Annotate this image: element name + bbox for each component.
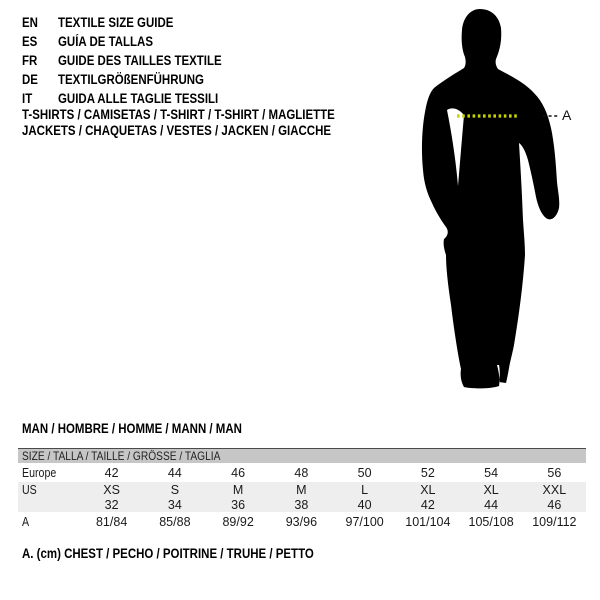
size-value-cell: 85/88 [159, 514, 191, 529]
size-value-cell: 54 [484, 465, 499, 480]
size-table-row [18, 497, 586, 512]
footnote [22, 546, 365, 561]
size-row-label: A [22, 514, 30, 529]
size-value-cell: 81/84 [95, 514, 128, 529]
size-row-label: US [22, 482, 37, 497]
size-value-cell: XS [103, 482, 120, 497]
language-row [22, 51, 251, 70]
footnote-text: A. (cm) CHEST / PECHO / POITRINE / TRUHE / PETTO [22, 546, 314, 561]
language-code: FR [22, 53, 38, 68]
size-value-cell: 97/100 [345, 514, 384, 529]
size-row-label: Europe [22, 465, 57, 480]
size-table-header [18, 449, 586, 463]
size-value-cell: 44 [167, 465, 182, 480]
size-value-cell: 32 [104, 497, 119, 512]
size-table-row [18, 463, 586, 482]
size-value-cell: M [296, 482, 307, 497]
size-value-cell: S [170, 482, 180, 497]
size-value-cell: 40 [357, 497, 372, 512]
garment-type-line: JACKETS / CHAQUETAS / VESTES / JACKEN / GIACCHE [22, 122, 332, 138]
size-value-cell: 38 [294, 497, 309, 512]
size-value-cell: XXL [542, 482, 567, 497]
language-title: TEXTILGRÖßENFÜHRUNG [58, 72, 204, 87]
size-value-cell: 105/108 [468, 514, 514, 529]
size-value-cell: L [361, 482, 369, 497]
size-value-cell: 101/104 [405, 514, 451, 529]
section-title-text: MAN / HOMBRE / HOMME / MANN / MAN [22, 421, 242, 436]
language-code: IT [22, 91, 33, 106]
size-value-cell: 93/96 [285, 514, 318, 529]
size-value-cell: 50 [357, 465, 372, 480]
language-list [22, 13, 251, 108]
man-silhouette-shape [422, 9, 559, 388]
size-value-cell: M [232, 482, 244, 497]
language-row [22, 13, 251, 32]
size-value-cell: 46 [547, 497, 562, 512]
language-row [22, 89, 251, 108]
size-value-cell: 46 [231, 465, 246, 480]
language-title: GUÍA DE TALLAS [58, 34, 153, 49]
size-value-cell: 44 [484, 497, 499, 512]
size-value-cell: XL [483, 482, 499, 497]
language-row [22, 70, 251, 89]
size-value-cell: 48 [294, 465, 309, 480]
garment-type-line: T-SHIRTS / CAMISETAS / T-SHIRT / T-SHIRT / MAGLIETTE [22, 107, 335, 122]
size-table-row [18, 482, 586, 497]
size-value-cell: 34 [167, 497, 182, 512]
size-value-cell: 56 [547, 465, 562, 480]
language-title: TEXTILE SIZE GUIDE [58, 15, 174, 30]
size-value-cell: 89/92 [222, 514, 254, 529]
size-value-cell: 42 [104, 465, 119, 480]
size-value-cell: 42 [420, 497, 435, 512]
size-table-header-text: SIZE / TALLA / TAILLE / GRÖSSE / TAGLIA [22, 449, 221, 463]
section-title [22, 421, 281, 436]
size-table-row [18, 512, 586, 531]
garment-types [22, 107, 390, 138]
language-code: EN [22, 15, 38, 30]
size-value-cell: XL [420, 482, 436, 497]
man-silhouette [390, 0, 590, 400]
size-value-cell: 36 [231, 497, 246, 512]
language-row [22, 32, 251, 51]
size-table [18, 448, 586, 531]
size-row-label [18, 498, 80, 512]
language-title: GUIDE DES TAILLES TEXTILE [58, 53, 222, 68]
language-title: GUIDA ALLE TAGLIE TESSILI [58, 91, 219, 106]
size-value-cell: 52 [420, 465, 435, 480]
measurement-a-label: A [562, 107, 572, 123]
size-value-cell: 109/112 [532, 514, 577, 529]
language-code: DE [22, 72, 38, 87]
language-code: ES [22, 34, 38, 49]
